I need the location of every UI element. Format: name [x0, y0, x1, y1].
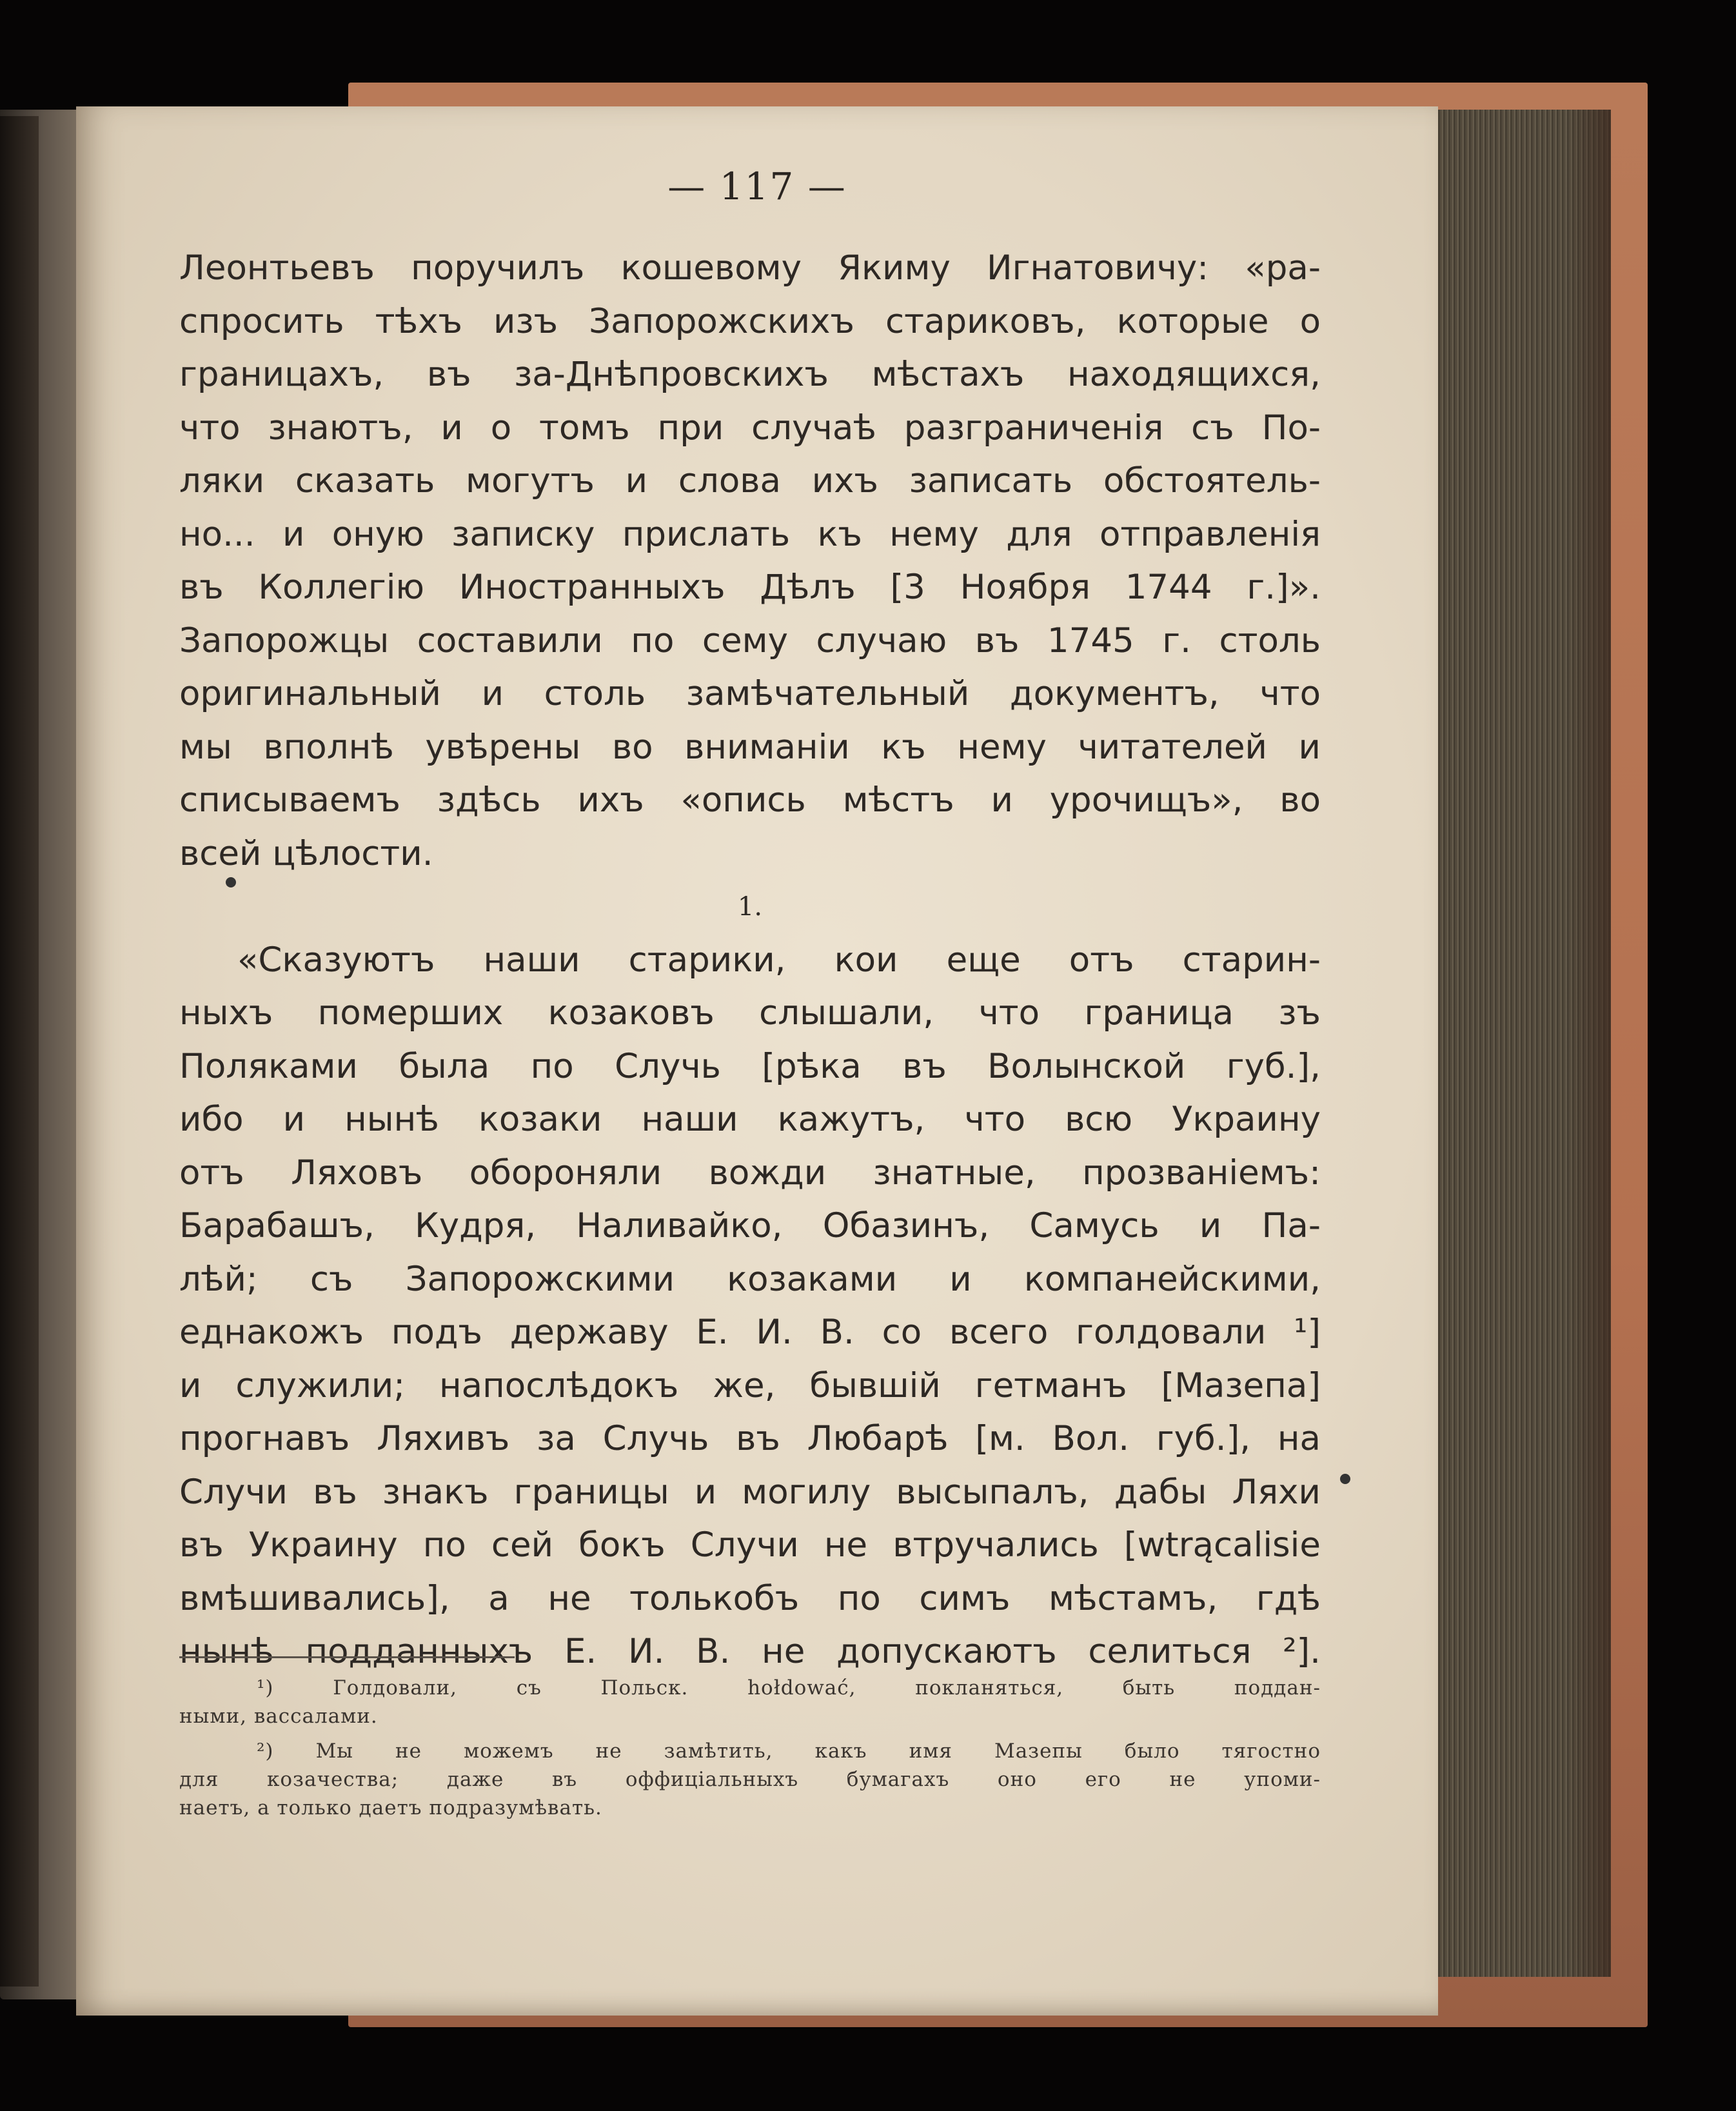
footnote-line: наетъ, а только даетъ подразумѣвать. — [179, 1796, 602, 1819]
text-line: но... и оную записку прислать къ нему для отправленія — [179, 514, 1321, 554]
text-line: прогнавъ Ляхивъ за Случь въ Любарѣ [м. Вол. губ.], на — [179, 1419, 1321, 1458]
text-line: списываемъ здѣсь ихъ «опись мѣстъ и урочищъ», во — [179, 780, 1321, 820]
ink-spot — [1340, 1474, 1350, 1484]
text-line: Леонтьевъ поручилъ кошевому Якиму Игнатовичу: «ра- — [179, 248, 1321, 288]
text-line: мы вполнѣ увѣрены во вниманіи къ нему читателей и — [179, 727, 1321, 767]
book-page — [76, 106, 1438, 2016]
footnote-line: для козачества; даже въ оффиціальныхъ бумагахъ оно его не упоми- — [179, 1768, 1321, 1791]
text-line: въ Украину по сей бокъ Случи не втручались [wtrącalisie — [179, 1525, 1321, 1565]
text-line: «Сказуютъ наши старики, кои еще отъ старин- — [237, 940, 1321, 980]
ink-spot — [226, 877, 236, 887]
text-line: спросить тѣхъ изъ Запорожскихъ стариковъ, которые о — [179, 301, 1321, 341]
footnote-2 — [179, 1737, 1321, 1822]
text-line: нынѣ подданныхъ Е. И. В. не допускаютъ селиться ²]. — [179, 1632, 1321, 1671]
text-line: Случи въ знакъ границы и могилу высыпалъ, дабы Ляхи — [179, 1472, 1321, 1512]
text-line: въ Коллегію Иностранныхъ Дѣлъ [3 Ноября 1744 г.]». — [179, 568, 1321, 607]
text-line: границахъ, въ за-Днѣпровскихъ мѣстахъ находящихся, — [179, 355, 1321, 394]
body-text — [179, 242, 1321, 1679]
section-number: 1. — [737, 892, 763, 922]
text-line: и служили; напослѣдокъ же, бывшій гетманъ [Мазепа] — [179, 1365, 1321, 1405]
text-line: еднакожъ подъ державу Е. И. В. со всего голдовали ¹] — [179, 1313, 1321, 1352]
footnote-1 — [179, 1674, 1321, 1730]
text-line: лѣй; съ Запорожскими козаками и компанейскими, — [179, 1259, 1321, 1299]
text-line: ляки сказать могутъ и слова ихъ записать обстоятель- — [179, 461, 1321, 500]
text-line: Барабашъ, Кудря, Наливайко, Обазинъ, Самусь и Па- — [179, 1206, 1321, 1245]
text-line: отъ Ляховъ обороняли вожди знатные, прозваніемъ: — [179, 1153, 1321, 1193]
footnote-line: ными, вассалами. — [179, 1705, 378, 1728]
text-line: что знаютъ, и о томъ при случаѣ разграниченія съ По- — [179, 408, 1321, 448]
footnote-line: ¹) Голдовали, съ Польск. hołdować, покланяться, быть поддан- — [257, 1676, 1321, 1700]
text-line: ибо и нынѣ козаки наши кажутъ, что всю Украину — [179, 1100, 1321, 1139]
footnote-line: ²) Мы не можемъ не замѣтить, какъ имя Мазепы было тягостно — [257, 1739, 1321, 1763]
footnote-separator — [179, 1656, 515, 1658]
left-cover — [0, 116, 39, 1987]
footnotes — [179, 1674, 1321, 1822]
text-line: Запорожцы составили по сему случаю въ 1745 г. столь — [179, 620, 1321, 660]
text-line: вмѣшивались], а не толькобъ по симъ мѣстамъ, гдѣ — [179, 1578, 1321, 1618]
text-line: ныхъ померших козаковъ слышали, что граница зъ — [179, 993, 1321, 1033]
text-line: Поляками была по Случь [рѣка въ Волынской губ.], — [179, 1046, 1321, 1086]
page-edges — [1435, 110, 1611, 1977]
text-line: оригинальный и столь замѣчательный документъ, что — [179, 674, 1321, 713]
text-line: всей цѣлости. — [179, 833, 433, 873]
page-number: — 117 — — [667, 164, 847, 208]
